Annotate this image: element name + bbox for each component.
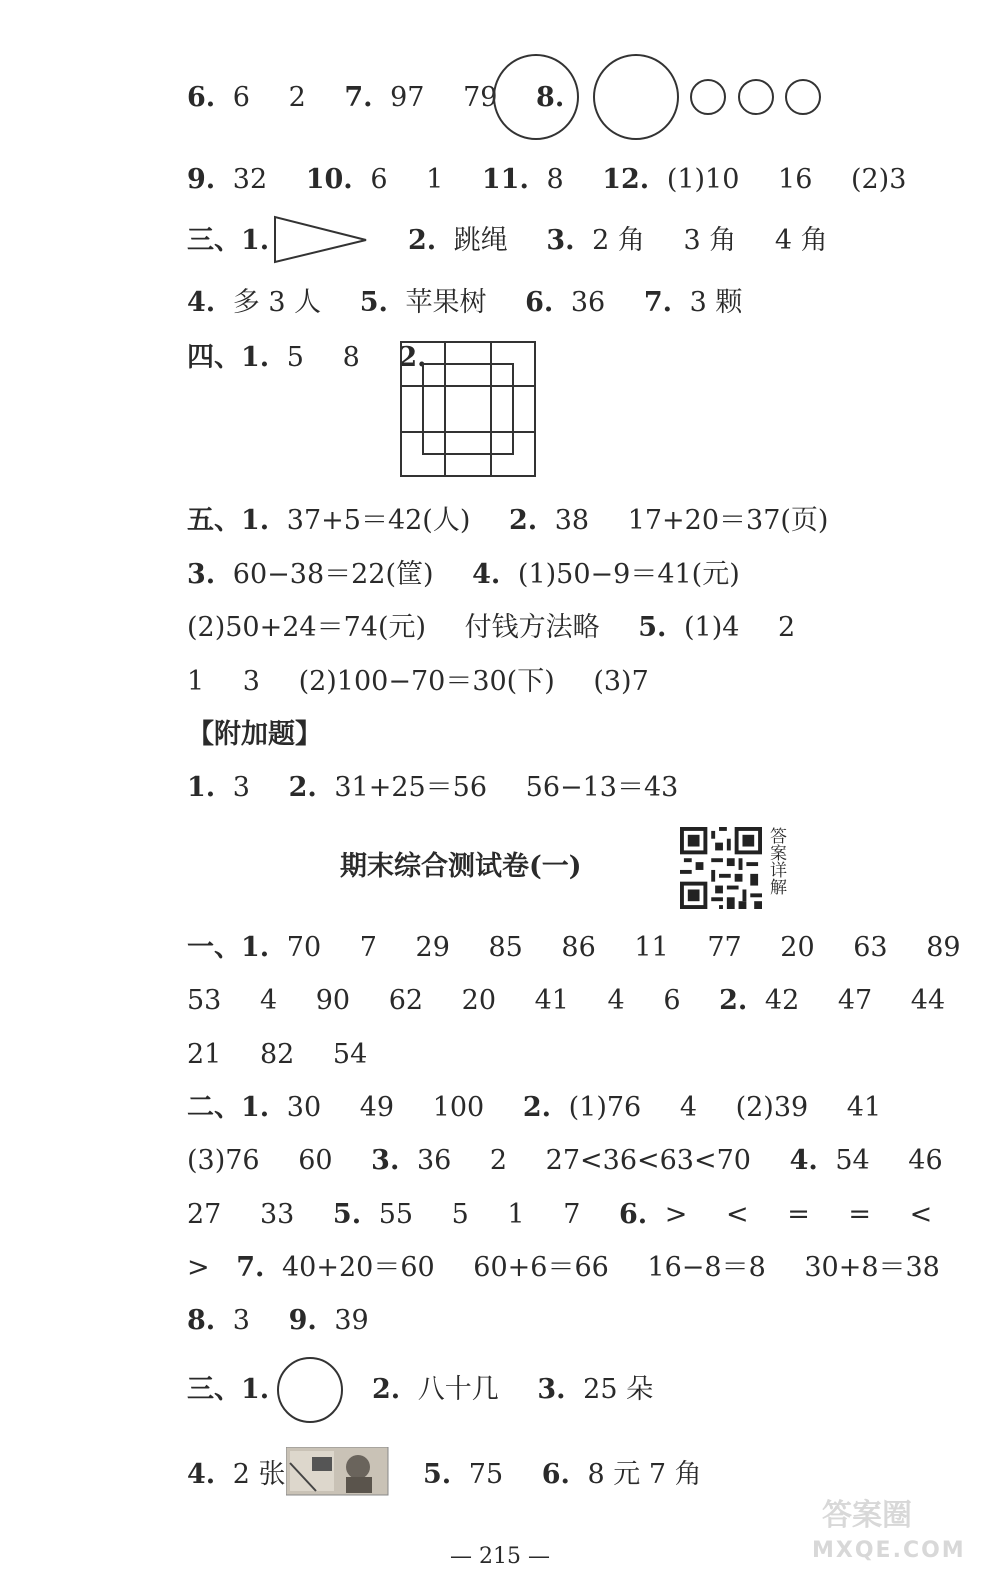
item-number: 9.	[187, 163, 216, 195]
answer-value: 40+20＝60	[282, 1251, 435, 1283]
item-number: 2.	[288, 771, 317, 803]
item-number: 三、1.	[187, 224, 270, 256]
answer-value: 77	[707, 931, 742, 963]
answer-value: 54	[835, 1144, 870, 1176]
answer-line	[187, 930, 961, 964]
item-number: 3.	[546, 224, 575, 256]
answer-value: 1	[187, 665, 205, 697]
answer-value: 56−13＝43	[525, 771, 679, 803]
page-number: — 215 —	[450, 1544, 550, 1569]
item-number: 四、1.	[187, 341, 270, 373]
item-number: 2.	[522, 1091, 552, 1123]
banknote-icon	[286, 1447, 391, 1497]
answer-value: 46	[908, 1144, 943, 1176]
answer-line	[187, 503, 828, 537]
answer-value: 62	[388, 984, 424, 1016]
answer-value: 79	[463, 81, 498, 113]
answer-value: 21	[187, 1038, 222, 1070]
answer-value: 29	[415, 931, 450, 963]
answer-line	[187, 1250, 940, 1284]
grid-figure	[400, 341, 538, 479]
answer-line	[408, 223, 828, 257]
answer-value: 86	[561, 931, 596, 963]
item-number: 6.	[187, 81, 216, 113]
answer-value: 16−8＝8	[647, 1251, 766, 1283]
answer-line	[187, 340, 427, 374]
answer-value: 4	[259, 984, 278, 1016]
answer-value: 6	[370, 163, 388, 195]
item-number: 二、1.	[187, 1091, 270, 1123]
answer-value: 7	[359, 931, 377, 963]
answer-value: 47	[837, 984, 873, 1016]
answer-value: 3 颗	[689, 286, 743, 318]
answer-line	[187, 610, 795, 644]
answer-value: 5	[286, 341, 304, 373]
answer-line	[187, 717, 322, 751]
item-number: 5.	[359, 286, 388, 318]
answer-value: 60−38＝22(筐)	[232, 558, 434, 590]
answer-value: (1)76	[568, 1091, 642, 1123]
answer-value: 4	[607, 984, 625, 1016]
answer-value: 30	[286, 1091, 322, 1123]
answer-value: <	[725, 1198, 749, 1230]
item-number: 6.	[525, 286, 554, 318]
answer-value: 41	[534, 984, 569, 1016]
answer-value: (2)50+24＝74(元)	[187, 611, 427, 643]
answer-value: 70	[286, 931, 322, 963]
answer-value: (3)76	[187, 1144, 260, 1176]
answer-value: 8	[546, 163, 564, 195]
item-number: 7.	[236, 1251, 265, 1283]
item-number: 3.	[537, 1373, 566, 1405]
answer-line	[187, 1197, 932, 1231]
item-number: 3.	[371, 1144, 400, 1176]
answer-value: 3	[232, 771, 250, 803]
item-number: 6.	[618, 1198, 648, 1230]
item-number: 4.	[187, 286, 216, 318]
answer-value: 27<36<63<70	[545, 1144, 751, 1176]
answer-line	[187, 1303, 369, 1337]
answer-value: 75	[468, 1458, 504, 1490]
answer-value: 2	[778, 611, 796, 643]
answer-value: 97	[390, 81, 425, 113]
item-number: 11.	[481, 163, 529, 195]
answer-value: 4 角	[774, 224, 828, 256]
answer-value: 1	[507, 1198, 525, 1230]
answer-value: 8	[342, 341, 360, 373]
answer-value: 39	[334, 1304, 369, 1336]
item-number: 4.	[789, 1144, 818, 1176]
answer-value: 27	[187, 1198, 222, 1230]
answer-value: 60	[298, 1144, 333, 1176]
answer-value: 八十几	[417, 1373, 499, 1405]
answer-value: >	[664, 1198, 688, 1230]
item-number: 2.	[719, 984, 748, 1016]
watermark-url: MXQE.COM	[812, 1538, 966, 1563]
answer-line	[187, 1143, 943, 1177]
answer-line	[423, 1457, 702, 1491]
answer-value: 53	[187, 984, 222, 1016]
answer-value: 33	[259, 1198, 295, 1230]
item-number: 三、1.	[187, 1373, 270, 1405]
answer-value: 付钱方法略	[464, 611, 600, 643]
answer-value: 38	[554, 504, 590, 536]
circle-figure	[275, 1355, 345, 1425]
watermark-logo: 答案圈	[822, 1498, 912, 1533]
answer-value: 63	[853, 931, 888, 963]
answer-value: (2)3	[850, 163, 907, 195]
answer-value: =	[848, 1198, 872, 1230]
answer-value: 89	[926, 931, 961, 963]
answer-value: 7	[563, 1198, 581, 1230]
section-heading: 【附加题】	[187, 718, 322, 750]
answer-value: 20	[780, 931, 815, 963]
answer-value: 55	[378, 1198, 414, 1230]
item-number: 9.	[288, 1304, 317, 1336]
item-number: 8.	[187, 1304, 216, 1336]
item-number: 2.	[508, 504, 538, 536]
qr-code-icon[interactable]	[680, 827, 762, 909]
item-number: 2.	[408, 224, 437, 256]
item-number: 10.	[305, 163, 353, 195]
answer-value: 2 张	[232, 1458, 286, 1490]
answer-value: (1)50−9＝41(元)	[517, 558, 740, 590]
section-title: 期末综合测试卷(一)	[340, 851, 582, 882]
item-number: 3.	[187, 558, 216, 590]
answer-value: 5	[451, 1198, 469, 1230]
answer-value: 36	[416, 1144, 452, 1176]
answer-line	[187, 770, 678, 804]
circles-figure	[490, 50, 830, 145]
answer-value: 100	[432, 1091, 485, 1123]
answer-value: 6	[663, 984, 681, 1016]
answer-value: 1	[426, 163, 444, 195]
answer-value: 42	[764, 984, 800, 1016]
answer-line	[187, 285, 742, 319]
answer-line	[187, 1372, 269, 1406]
item-number: 12.	[602, 163, 650, 195]
answer-value: 2	[489, 1144, 508, 1176]
answer-value: (3)7	[593, 665, 649, 697]
answer-line	[187, 664, 649, 698]
answer-line	[187, 1457, 286, 1491]
answer-value: 2 角	[592, 224, 645, 256]
answer-value: (2)100−70＝30(下)	[298, 665, 555, 697]
item-number: 6.	[541, 1458, 570, 1490]
answer-value: (2)39	[735, 1091, 809, 1123]
answer-line	[187, 983, 945, 1017]
answer-value: 54	[332, 1038, 368, 1070]
item-number: 5.	[423, 1458, 452, 1490]
item-number: 4.	[187, 1458, 216, 1490]
answer-value: 2	[288, 81, 306, 113]
answer-value: 多 3 人	[232, 286, 322, 318]
answer-value: 8 元 7 角	[587, 1458, 702, 1490]
item-number: 5.	[638, 611, 667, 643]
answer-line	[187, 1090, 881, 1124]
answer-value: 60+6＝66	[473, 1251, 609, 1283]
answer-value: 3	[232, 1304, 250, 1336]
answer-value: 6	[232, 81, 250, 113]
answer-value: 85	[488, 931, 523, 963]
answer-line	[187, 1037, 367, 1071]
item-number: 7.	[344, 81, 373, 113]
answer-value: 36	[570, 286, 606, 318]
answer-value: 20	[461, 984, 496, 1016]
triangle-figure	[272, 214, 372, 266]
item-number: 一、1.	[187, 931, 270, 963]
answer-value: <	[909, 1198, 933, 1230]
answer-value: 30+8＝38	[804, 1251, 940, 1283]
answer-value: 25 朵	[583, 1373, 654, 1405]
answer-value: 11	[634, 931, 669, 963]
answer-value: 跳绳	[453, 224, 508, 256]
qr-label: 答案详解	[766, 827, 786, 895]
item-number: 5.	[332, 1198, 362, 1230]
answer-line	[187, 162, 906, 196]
answer-value: >	[187, 1251, 210, 1283]
item-number: 2.	[398, 341, 427, 373]
item-number: 4.	[472, 558, 501, 590]
answer-value: 41	[846, 1091, 882, 1123]
answer-value: 31+25＝56	[334, 771, 488, 803]
answer-value: (1)10	[666, 163, 740, 195]
answer-value: 17+20＝37(页)	[627, 504, 829, 536]
item-number: 8.	[536, 81, 565, 113]
answer-line	[187, 223, 269, 257]
answer-value: 32	[232, 163, 268, 195]
answer-value: 44	[910, 984, 946, 1016]
answer-value: 4	[679, 1091, 697, 1123]
answer-value: =	[787, 1198, 810, 1230]
answer-value: (1)4	[683, 611, 740, 643]
item-number: 1.	[187, 771, 216, 803]
answer-line	[372, 1372, 653, 1406]
answer-value: 16	[778, 163, 813, 195]
answer-value: 49	[359, 1091, 395, 1123]
answer-value: 82	[259, 1038, 295, 1070]
answer-value: 37+5＝42(人)	[286, 504, 471, 536]
item-number: 五、1.	[187, 504, 270, 536]
answer-value: 3 角	[683, 224, 737, 256]
item-number: 2.	[372, 1373, 401, 1405]
item-number: 7.	[643, 286, 673, 318]
answer-line	[187, 557, 740, 591]
answer-value: 苹果树	[405, 286, 487, 318]
answer-value: 3	[242, 665, 260, 697]
answer-value: 90	[315, 984, 351, 1016]
